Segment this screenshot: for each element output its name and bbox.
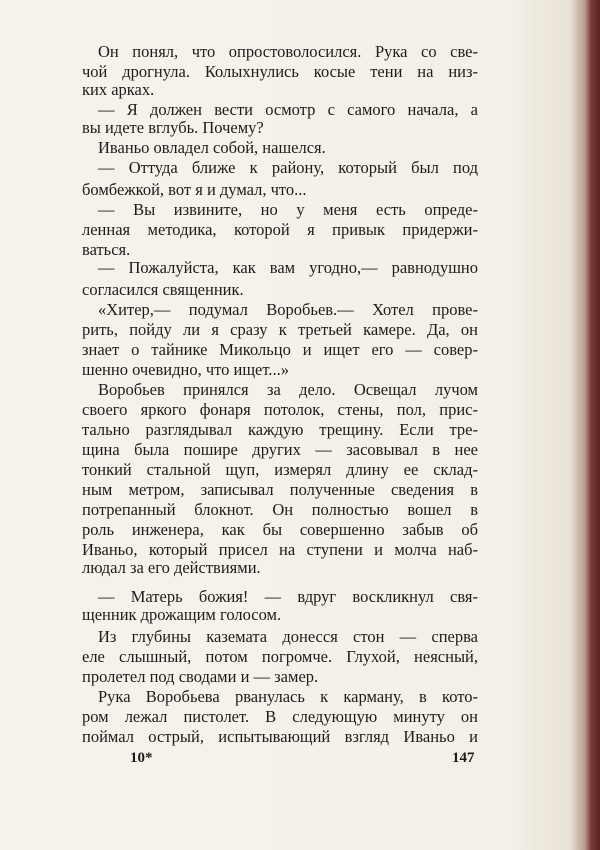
- text-line: шенно очевидно, что ищет...»: [82, 360, 289, 379]
- text-line: — Я должен вести осмотр с самого начала, а: [98, 100, 478, 119]
- text-line: — Вы извините, но у меня есть опреде-: [98, 200, 478, 219]
- text-line: еле слышный, потом погромче. Глухой, неясный,: [82, 647, 478, 666]
- text-line: ленная методика, которой я привык придержи-: [82, 220, 478, 239]
- text-line: людал за его действиями.: [82, 558, 261, 577]
- text-line: ких арках.: [82, 80, 155, 99]
- text-line: рить, пойду ли я сразу к третьей камере. Да, он: [82, 320, 478, 339]
- text-line: своего яркого фонаря потолок, стены, пол, прис-: [82, 400, 478, 419]
- text-line: вы идете вглубь. Почему?: [82, 118, 264, 137]
- text-line: Он понял, что опростоволосился. Рука со све-: [98, 42, 478, 61]
- text-line: Из глубины каземата донесся стон — сперва: [98, 627, 478, 646]
- text-line: щенник дрожащим голосом.: [82, 605, 282, 624]
- text-line: тонкий стальной щуп, измерял длину ее склад-: [82, 460, 478, 479]
- text-line: ром лежал пистолет. В следующую минуту он: [82, 707, 478, 726]
- text-line: чой дрогнула. Колыхнулись косые тени на низ-: [82, 62, 478, 81]
- text-line: щина была пошире других — засовывал в нее: [82, 440, 478, 459]
- text-line: ваться.: [82, 240, 131, 259]
- text-line: — Матерь божия! — вдруг воскликнул свя-: [98, 587, 478, 606]
- text-line: тально разглядывал каждую трещину. Если тре-: [82, 420, 478, 439]
- text-line: «Хитер,— подумал Воробьев.— Хотел прове-: [98, 300, 478, 319]
- text-line: ным метром, записывал полученные сведения в: [82, 480, 478, 499]
- text-line: Иваньо, который присел на ступени и молча наб-: [82, 540, 478, 559]
- text-line: — Оттуда ближе к району, который был под: [98, 158, 478, 177]
- text-line: — Пожалуйста, как вам угодно,— равнодушно: [98, 258, 478, 277]
- text-line: поймал острый, испытывающий взгляд Иваньо и: [82, 727, 478, 746]
- text-line: потрепанный блокнот. Он полностью вошел в: [82, 500, 478, 519]
- text-line: роль инженера, как бы совершенно забыв об: [82, 520, 478, 539]
- text-line: Иваньо овладел собой, нашелся.: [98, 138, 326, 157]
- signature-mark: 10*: [130, 750, 153, 766]
- page-number: 147: [452, 750, 475, 766]
- text-line: Воробьев принялся за дело. Освещал лучом: [98, 380, 478, 399]
- text-line: бомбежкой, вот я и думал, что...: [82, 180, 307, 199]
- text-line: согласился священник.: [82, 280, 244, 299]
- text-line: знает о тайнике Микольцо и ищет его — совер-: [82, 340, 478, 359]
- text-line: Рука Воробьева рванулась к карману, в кото-: [98, 687, 478, 706]
- text-line: пролетел под сводами и — замер.: [82, 667, 319, 686]
